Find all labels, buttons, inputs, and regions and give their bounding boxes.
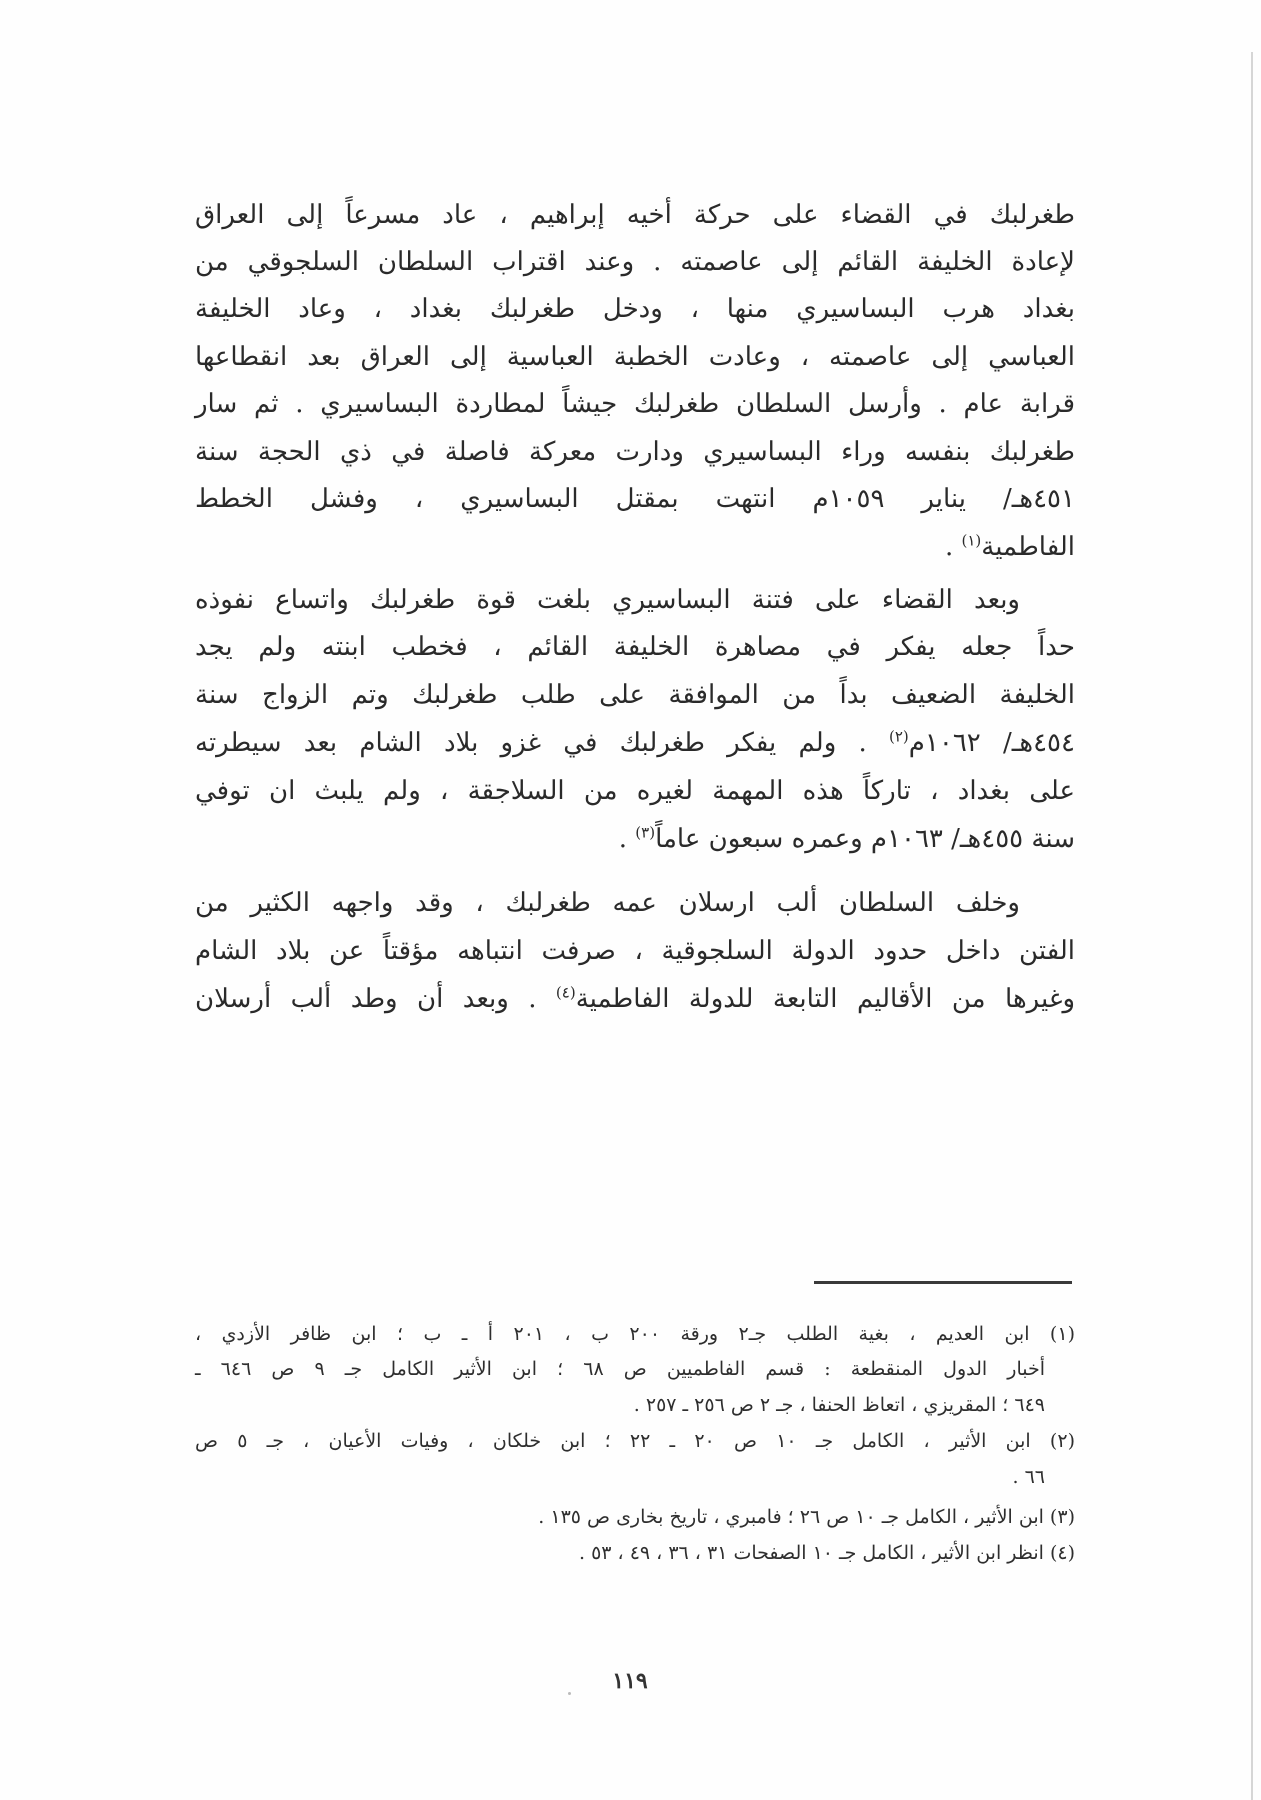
text-line: لإعادة الخليفة القائم إلى عاصمته . وعند اقتراب السلطان السلجوقي من — [195, 247, 1075, 277]
text-line: وخلف السلطان ألب ارسلان عمه طغرلبك ، وقد واجهه الكثير من — [195, 888, 1020, 918]
text-line: طغرلبك في القضاء على حركة أخيه إبراهيم ، عاد مسرعاً إلى العراق — [195, 200, 1075, 230]
text-fragment: . — [618, 824, 636, 854]
footnote-ref-2[interactable]: (٢) — [889, 727, 909, 746]
text-line — [195, 524, 1075, 570]
footnote-ref-1[interactable]: (١) — [961, 531, 982, 550]
text-line — [195, 976, 1075, 1022]
footnote-ref-4[interactable]: (٤) — [555, 983, 576, 1002]
page-edge-line — [1251, 52, 1253, 1800]
text-line: طغرلبك بنفسه وراء البساسيري ودارت معركة فاصلة في ذي الحجة سنة — [195, 437, 1075, 467]
text-fragment: . ولم يفكر طغرلبك في غزو بلاد الشام بعد سيطرته — [195, 728, 889, 758]
text-fragment: الفاطمية — [981, 532, 1075, 562]
footnote-2-line: ٦٦ . — [1012, 1466, 1045, 1488]
scan-speck — [568, 1692, 571, 1695]
footnote-1-line: (١) ابن العديم ، بغية الطلب جـ٢ ورقة ٢٠٠ ب ، ٢٠١ أ ـ ب ؛ ابن ظافر الأزدي ، — [195, 1323, 1075, 1345]
text-line: وبعد القضاء على فتنة البساسيري بلغت قوة طغرلبك واتساع نفوذه — [195, 585, 1020, 615]
text-fragment: سنة ٤٥٥هـ/ ١٠٦٣م وعمره سبعون عاماً — [655, 824, 1075, 854]
text-fragment: ٤٥٤هـ/ ١٠٦٢م — [908, 728, 1075, 758]
footnote-separator — [814, 1281, 1072, 1284]
footnote-3-line: (٣) ابن الأثير ، الكامل جـ ١٠ ص ٢٦ ؛ فامبري ، تاريخ بخارى ص ١٣٥ . — [538, 1506, 1075, 1528]
footnote-ref-3[interactable]: (٣) — [635, 823, 656, 842]
text-line: العباسي إلى عاصمته ، وعادت الخطبة العباسية إلى العراق بعد انقطاعها — [195, 342, 1075, 372]
text-fragment: . — [944, 532, 962, 562]
text-line: على بغداد ، تاركاً هذه المهمة لغيره من السلاجقة ، ولم يلبث ان توفي — [195, 776, 1075, 806]
text-line: ٤٥١هـ/ يناير ١٠٥٩م انتهت بمقتل البساسيري ، وفشل الخطط — [195, 484, 1075, 514]
footnote-1-line: أخبار الدول المنقطعة : قسم الفاطميين ص ٦٨ ؛ ابن الأثير الكامل جـ ٩ ص ٦٤٦ ـ — [195, 1358, 1045, 1380]
footnote-2-line: (٢) ابن الأثير ، الكامل جـ ١٠ ص ٢٠ ـ ٢٢ ؛ ابن خلكان ، وفيات الأعيان ، جـ ٥ ص — [195, 1430, 1075, 1452]
page-number: ١١٩ — [612, 1668, 648, 1694]
text-fragment: . وبعد أن وطد ألب أرسلان — [195, 984, 556, 1014]
text-line: بغداد هرب البساسيري منها ، ودخل طغرلبك بغداد ، وعاد الخليفة — [195, 294, 1075, 324]
text-line — [195, 720, 1075, 766]
footnote-1-line: ٦٤٩ ؛ المقريزي ، اتعاظ الحنفا ، جـ ٢ ص ٢٥٦ ـ ٢٥٧ . — [633, 1394, 1045, 1416]
text-line: الخليفة الضعيف بداً من الموافقة على طلب طغرلبك وتم الزواج سنة — [195, 680, 1075, 710]
text-line: قرابة عام . وأرسل السلطان طغرلبك جيشاً لمطاردة البساسيري . ثم سار — [195, 389, 1075, 419]
text-line — [195, 816, 1075, 862]
text-line: حداً جعله يفكر في مصاهرة الخليفة القائم ، فخطب ابنته ولم يجد — [195, 632, 1075, 662]
footnote-4-line: (٤) انظر ابن الأثير ، الكامل جـ ١٠ الصفحات ٣١ ، ٣٦ ، ٤٩ ، ٥٣ . — [578, 1542, 1075, 1564]
text-line: الفتن داخل حدود الدولة السلجوقية ، صرفت انتباهه مؤقتاً عن بلاد الشام — [195, 936, 1075, 966]
text-fragment: وغيرها من الأقاليم التابعة للدولة الفاطمية — [575, 984, 1075, 1014]
